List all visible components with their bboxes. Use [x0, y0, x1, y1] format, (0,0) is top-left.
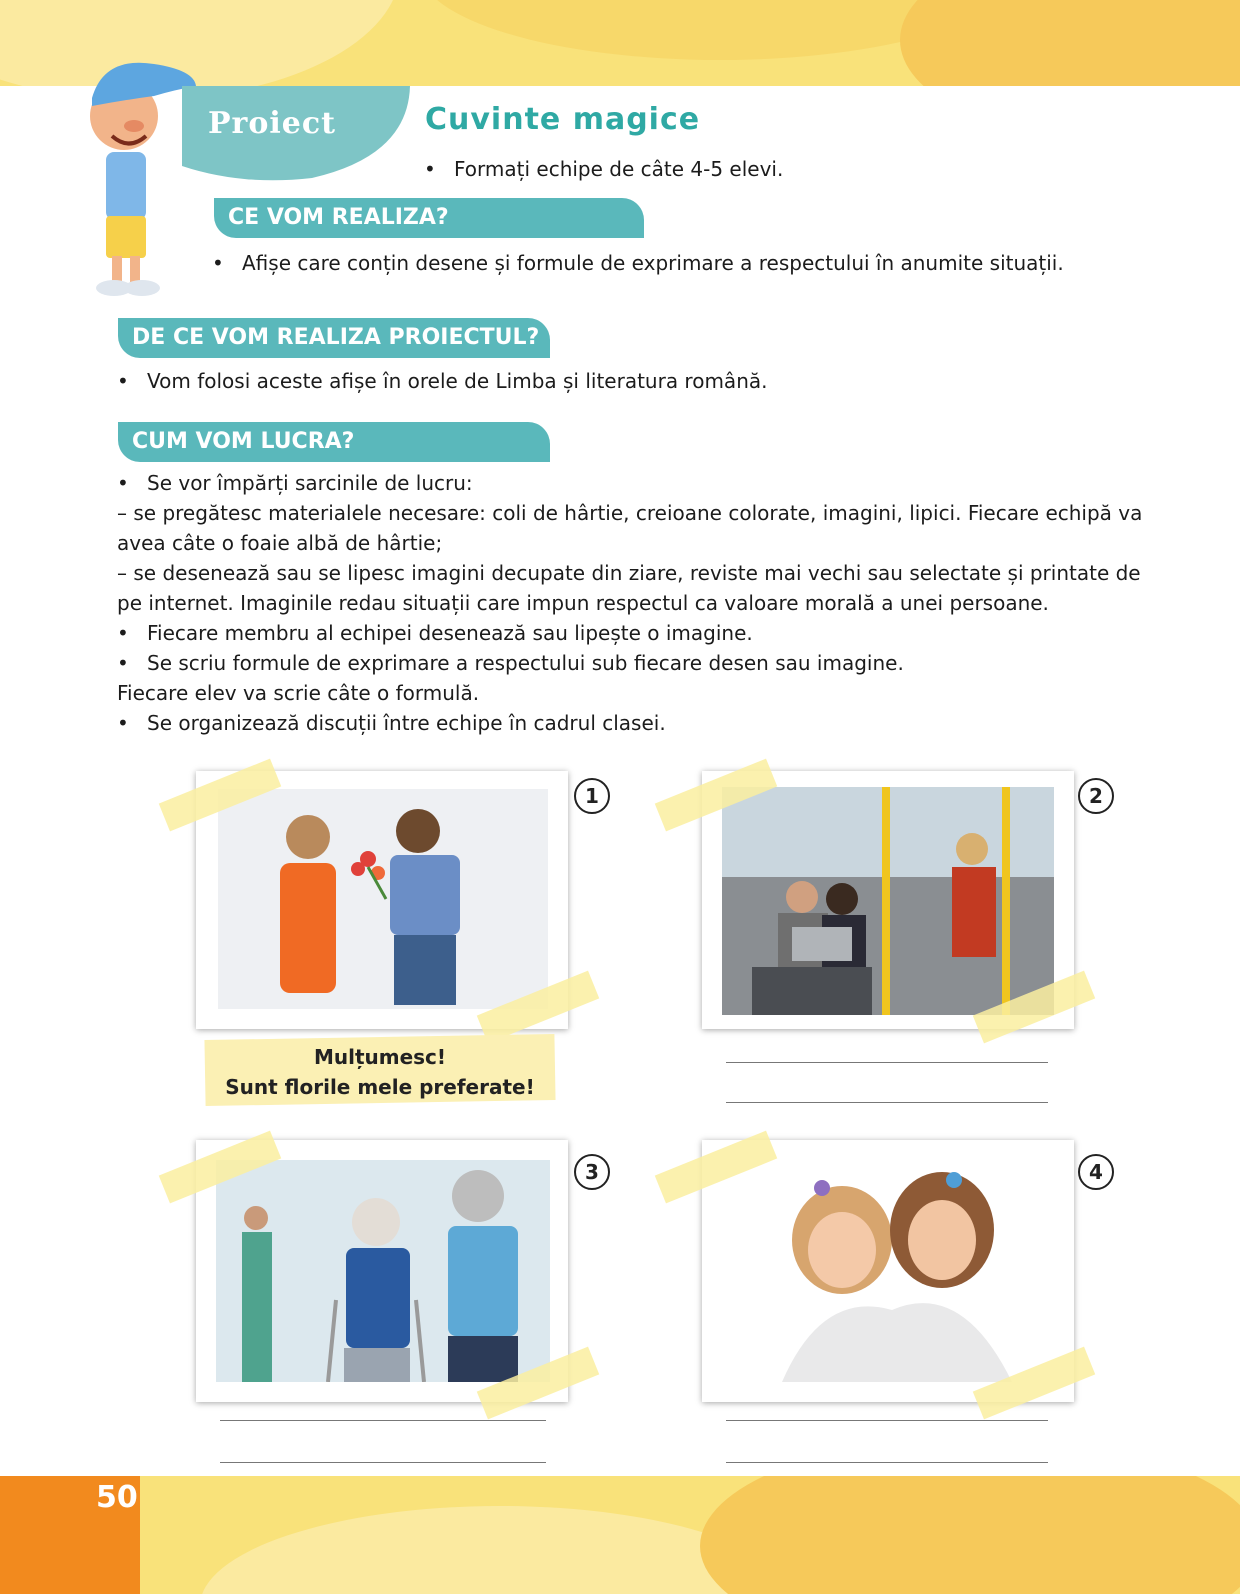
bullet-symbol: • [117, 369, 129, 393]
photo-people-on-bus [722, 787, 1054, 1015]
bullet-symbol: • [117, 471, 129, 495]
photo-card-2 [702, 771, 1074, 1029]
photo-number-3: 3 [574, 1154, 610, 1190]
photo-1-caption [205, 1042, 555, 1102]
how-line-3: – se desenează sau se lipesc imagini decupate din ziare, reviste mai vechi sau selectate și printate de pe internet. Imaginile redau situații care impun respectul ca valoare morală a unei persoane. [117, 561, 1141, 615]
how-line-7-text: Se organizează discuții între echipe în cadrul clasei. [147, 711, 666, 735]
answer-line[interactable] [726, 1462, 1048, 1463]
how-line-7 [117, 708, 1162, 738]
section-heading-what: CE VOM REALIZA? [214, 198, 644, 238]
intro-bullet-text: Formați echipe de câte 4-5 elevi. [454, 157, 784, 181]
answer-line[interactable] [726, 1062, 1048, 1063]
caption-line-2: Sunt florile mele preferate! [225, 1075, 535, 1099]
photo-number-4: 4 [1078, 1154, 1114, 1190]
how-line-4-text: Fiecare membru al echipei desenează sau lipește o imagine. [147, 621, 753, 645]
how-line-4 [117, 618, 1162, 648]
photo-number-2: 2 [1078, 778, 1114, 814]
answer-line[interactable] [220, 1420, 546, 1421]
page-title: Cuvinte magice [425, 102, 701, 137]
bullet-symbol: • [117, 711, 129, 735]
bullet-symbol: • [117, 621, 129, 645]
bullet-symbol: • [424, 157, 436, 181]
photo-number-1: 1 [574, 778, 610, 814]
how-line-2: – se pregătesc materialele necesare: coli de hârtie, creioane colorate, imagini, lipici. Fiecare echipă va avea câte o foaie albă de hârtie; [117, 501, 1143, 555]
section-heading-why: DE CE VOM REALIZA PROIECTUL? [118, 318, 550, 358]
answer-line[interactable] [726, 1420, 1048, 1421]
page-number: 50 [96, 1480, 138, 1515]
photo-card-3 [196, 1140, 568, 1402]
caption-line-1: Mulțumesc! [313, 1045, 447, 1069]
how-line-1-text: Se vor împărți sarcinile de lucru: [147, 471, 473, 495]
photo-elderly-woman-with-nurse [216, 1160, 550, 1382]
how-line-5 [117, 648, 1162, 678]
proiect-label: Proiect [208, 106, 336, 141]
how-line-5-text: Se scriu formule de exprimare a respectului sub fiecare desen sau imagine. [147, 651, 904, 675]
bullet-symbol: • [212, 251, 224, 275]
how-line-1 [117, 468, 1162, 498]
photo-two-girls-hugging [722, 1160, 1056, 1382]
section-bullet-what [212, 248, 1064, 278]
section-bullet-text: Vom folosi aceste afișe în orele de Limba și literatura română. [147, 369, 768, 393]
intro-bullet [424, 154, 783, 184]
photo-girl-receiving-flowers [218, 789, 548, 1009]
section-bullet-text: Afișe care conțin desene și formule de exprimare a respectului în anumite situații. [242, 251, 1064, 275]
how-line-6: Fiecare elev va scrie câte o formulă. [117, 681, 480, 705]
section-bullet-why [117, 366, 767, 396]
bullet-symbol: • [117, 651, 129, 675]
section-heading-how: CUM VOM LUCRA? [118, 422, 550, 462]
how-we-work-text [117, 468, 1162, 738]
answer-line[interactable] [220, 1462, 546, 1463]
photo-card-1 [196, 771, 568, 1029]
answer-line[interactable] [726, 1102, 1048, 1103]
photo-card-4 [702, 1140, 1074, 1402]
bottom-decorative-band [0, 1476, 1240, 1594]
